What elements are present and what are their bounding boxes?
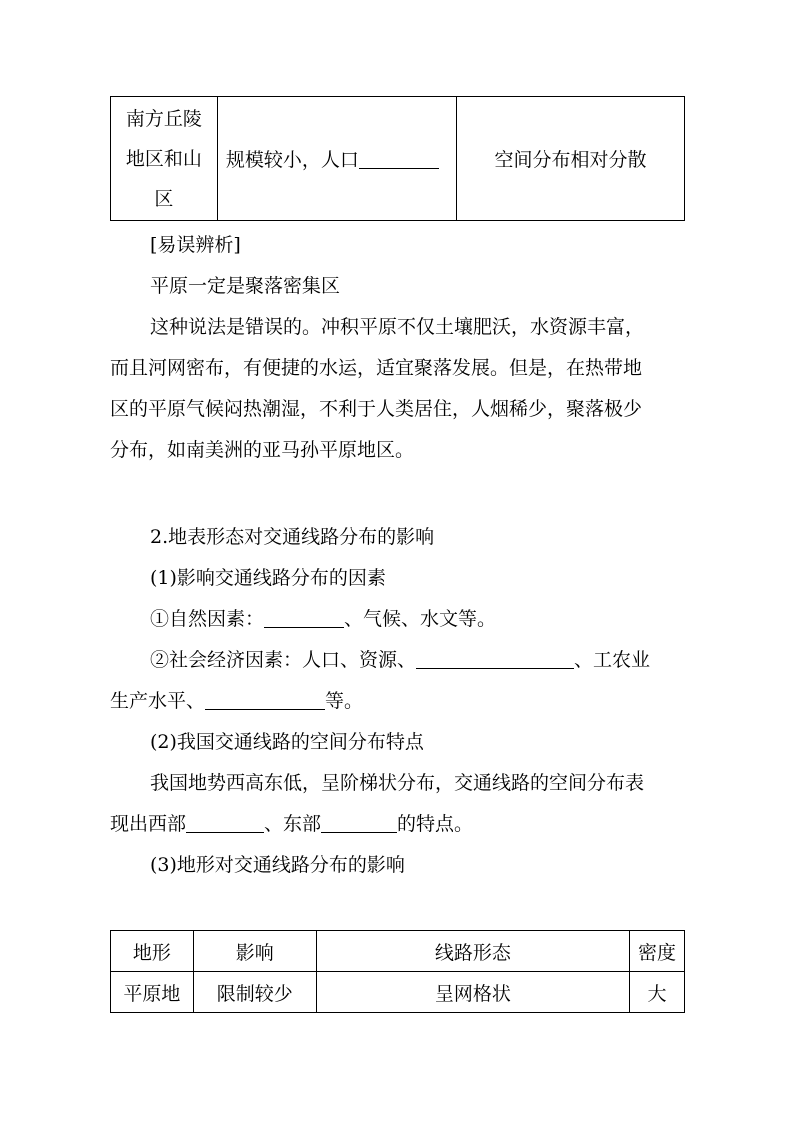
table-row: [111, 972, 685, 1013]
table-cell: 大: [630, 972, 685, 1013]
region-line: 区: [154, 187, 174, 210]
paragraph-line: 我国地势西高东低，呈阶梯状分布，交通线路的空间分布表: [150, 772, 645, 794]
subheading: (1)影响交通线路分布的因素: [150, 567, 386, 589]
pitfall-line: 这种说法是错误的。冲积平原不仅土壤肥沃，水资源丰富，: [150, 316, 645, 338]
paragraph-line: 现出西部 、东部 的特点。: [110, 813, 474, 835]
fill-blank[interactable]: [264, 608, 344, 628]
social-factors: ②社会经济因素：人口、资源、 、工农业: [150, 649, 651, 671]
subheading: (2)我国交通线路的空间分布特点: [150, 731, 424, 753]
table-row: [111, 97, 685, 221]
header-cell: 线路形态: [316, 931, 629, 972]
table-header-row: [111, 931, 685, 972]
region-line: 南方丘陵: [125, 107, 202, 130]
fill-blank[interactable]: [359, 149, 439, 169]
settlement-table: [110, 96, 685, 221]
header-cell: 影响: [193, 931, 316, 972]
fill-blank[interactable]: [186, 813, 264, 833]
region-line: 地区和山: [125, 147, 202, 170]
subheading: (3)地形对交通线路分布的影响: [150, 854, 405, 876]
section-title: 2.地表形态对交通线路分布的影响: [150, 526, 435, 548]
terrain-table: [110, 930, 685, 1013]
feature-cell: [217, 97, 456, 221]
header-cell: 密度: [630, 931, 685, 972]
region-cell: [111, 97, 218, 221]
natural-factors: ①自然因素： 、气候、水文等。: [150, 608, 497, 630]
fill-blank[interactable]: [321, 813, 397, 833]
pitfall-line: 分布，如南美洲的亚马孙平原地区。: [110, 439, 415, 461]
fill-blank[interactable]: [205, 690, 325, 710]
table-cell: 限制较少: [193, 972, 316, 1013]
header-cell: 地形: [111, 931, 194, 972]
feature-text: 规模较小，人口: [225, 149, 359, 171]
table-cell: 平原地: [111, 972, 194, 1013]
pitfall-line: 而且河网密布，有便捷的水运，适宜聚落发展。但是，在热带地: [110, 357, 643, 379]
table-cell: 呈网格状: [316, 972, 629, 1013]
social-factors-cont: 生产水平、 等。: [110, 690, 364, 712]
pitfall-heading: [易误辨析]: [150, 234, 241, 256]
distribution-cell: 空间分布相对分散: [457, 97, 685, 221]
pitfall-claim: 平原一定是聚落密集区: [150, 275, 341, 297]
fill-blank[interactable]: [416, 649, 574, 669]
pitfall-line: 区的平原气候闷热潮湿，不利于人类居住，人烟稀少，聚落极少: [110, 398, 643, 420]
